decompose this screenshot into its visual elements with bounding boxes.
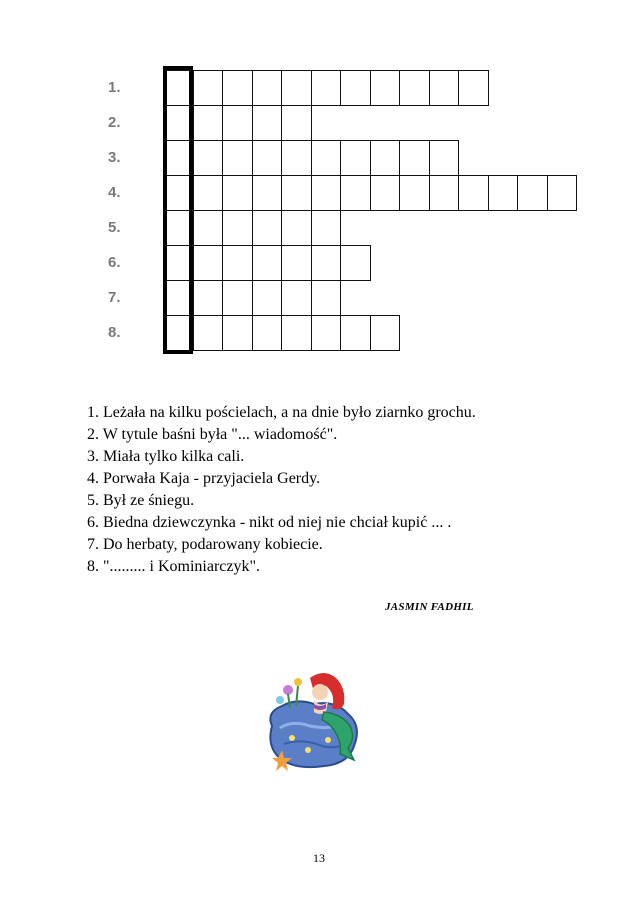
crossword-cell[interactable]	[547, 175, 578, 211]
crossword-cell[interactable]	[281, 175, 312, 211]
crossword-cell[interactable]	[163, 140, 194, 176]
crossword-cell[interactable]	[370, 70, 401, 106]
crossword-cell[interactable]	[311, 140, 342, 176]
crossword-cell[interactable]	[163, 70, 194, 106]
row-number-2: 2.	[108, 113, 121, 131]
row-number-3: 3.	[108, 148, 121, 166]
crossword-cell[interactable]	[311, 280, 342, 316]
crossword-cell[interactable]	[163, 105, 194, 141]
crossword-cell[interactable]	[252, 245, 283, 281]
crossword-cell[interactable]	[163, 210, 194, 246]
crossword-cell[interactable]	[488, 175, 519, 211]
row-number-5: 5.	[108, 218, 121, 236]
crossword-cell[interactable]	[281, 280, 312, 316]
clue-8: 8. "......... i Kominiarczyk".	[87, 558, 261, 575]
crossword-cell[interactable]	[311, 245, 342, 281]
crossword-cell[interactable]	[252, 315, 283, 351]
clue-1: 1. Leżała na kilku pościelach, a na dnie było ziarnko grochu.	[87, 404, 476, 421]
author-signature: JASMIN FADHIL	[385, 601, 474, 613]
crossword-cell[interactable]	[222, 175, 253, 211]
crossword-cell[interactable]	[370, 175, 401, 211]
crossword-cell[interactable]	[281, 210, 312, 246]
crossword-cell[interactable]	[163, 245, 194, 281]
crossword-cell[interactable]	[193, 315, 224, 351]
crossword-cell[interactable]	[252, 210, 283, 246]
crossword-cell[interactable]	[399, 70, 430, 106]
clue-5: 5. Był ze śniegu.	[87, 492, 195, 509]
crossword-cell[interactable]	[222, 245, 253, 281]
crossword-cell[interactable]	[193, 210, 224, 246]
crossword-cell[interactable]	[399, 175, 430, 211]
crossword-cell[interactable]	[281, 105, 312, 141]
crossword-cell[interactable]	[252, 140, 283, 176]
crossword-cell[interactable]	[281, 70, 312, 106]
clue-7: 7. Do herbaty, podarowany kobiecie.	[87, 536, 323, 553]
crossword-cell[interactable]	[370, 315, 401, 351]
clue-4: 4. Porwała Kaja - przyjaciela Gerdy.	[87, 470, 321, 487]
crossword-cell[interactable]	[222, 140, 253, 176]
crossword-cell[interactable]	[252, 105, 283, 141]
crossword-cell[interactable]	[370, 140, 401, 176]
crossword-cell[interactable]	[252, 175, 283, 211]
crossword-cell[interactable]	[281, 315, 312, 351]
row-number-1: 1.	[108, 78, 121, 96]
crossword-cell[interactable]	[458, 175, 489, 211]
crossword-cell[interactable]	[163, 280, 194, 316]
crossword-cell[interactable]	[193, 70, 224, 106]
crossword-cell[interactable]	[252, 70, 283, 106]
crossword-cell[interactable]	[429, 140, 460, 176]
row-number-4: 4.	[108, 183, 121, 201]
row-number-8: 8.	[108, 323, 121, 341]
clue-list	[87, 402, 607, 578]
crossword-cell[interactable]	[517, 175, 548, 211]
row-number-7: 7.	[108, 288, 121, 306]
crossword-cell[interactable]	[340, 70, 371, 106]
crossword-cell[interactable]	[163, 175, 194, 211]
crossword-cell[interactable]	[340, 245, 371, 281]
crossword-cell[interactable]	[193, 245, 224, 281]
crossword-cell[interactable]	[429, 175, 460, 211]
clue-2: 2. W tytule baśni była "... wiadomość".	[87, 426, 338, 443]
crossword-cell[interactable]	[222, 315, 253, 351]
crossword-cell[interactable]	[222, 70, 253, 106]
crossword-cell[interactable]	[340, 315, 371, 351]
mermaid-illustration	[262, 668, 366, 774]
crossword-cell[interactable]	[340, 140, 371, 176]
crossword-cell[interactable]	[281, 140, 312, 176]
row-number-6: 6.	[108, 253, 121, 271]
crossword-grid	[0, 0, 638, 370]
page-number: 13	[313, 851, 325, 865]
crossword-cell[interactable]	[399, 140, 430, 176]
crossword-cell[interactable]	[252, 280, 283, 316]
clue-3: 3. Miała tylko kilka cali.	[87, 448, 245, 465]
crossword-cell[interactable]	[458, 70, 489, 106]
crossword-cell[interactable]	[222, 105, 253, 141]
crossword-cell[interactable]	[193, 140, 224, 176]
crossword-cell[interactable]	[222, 280, 253, 316]
crossword-cell[interactable]	[193, 280, 224, 316]
crossword-cell[interactable]	[311, 210, 342, 246]
crossword-cell[interactable]	[193, 105, 224, 141]
crossword-cell[interactable]	[222, 210, 253, 246]
crossword-cell[interactable]	[429, 70, 460, 106]
crossword-cell[interactable]	[311, 175, 342, 211]
crossword-cell[interactable]	[311, 70, 342, 106]
crossword-cell[interactable]	[281, 245, 312, 281]
clue-6: 6. Biedna dziewczynka - nikt od niej nie chciał kupić ... .	[87, 514, 452, 531]
crossword-cell[interactable]	[193, 175, 224, 211]
crossword-cell[interactable]	[311, 315, 342, 351]
crossword-cell[interactable]	[340, 175, 371, 211]
crossword-cell[interactable]	[163, 315, 194, 351]
